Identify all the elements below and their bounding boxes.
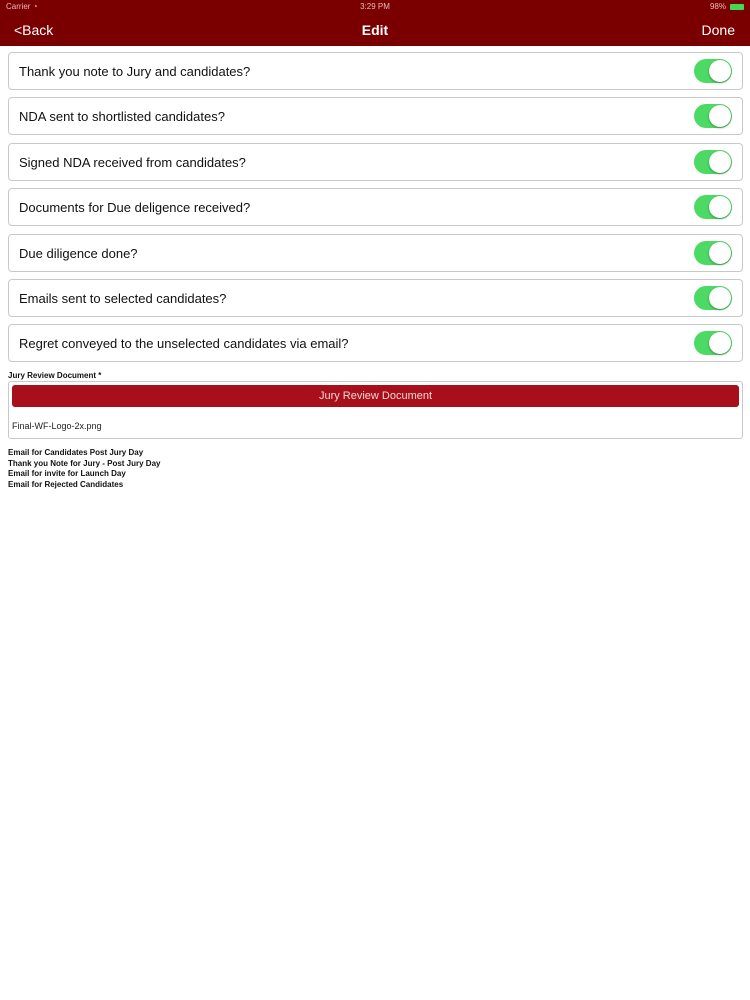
email-link-launch-invite[interactable]: Email for invite for Launch Day xyxy=(8,469,126,478)
checklist-row-due-diligence-done xyxy=(8,234,743,272)
checklist-row-thank-you-note xyxy=(8,52,743,90)
email-links-list xyxy=(8,448,160,490)
navigation-bar xyxy=(0,0,750,46)
email-link-thank-you-jury[interactable]: Thank you Note for Jury - Post Jury Day xyxy=(8,458,161,468)
toggle-knob xyxy=(709,60,731,82)
checklist-row-regret-conveyed xyxy=(8,324,743,362)
attached-file-name[interactable]: Final-WF-Logo-2x.png xyxy=(12,421,102,431)
checklist-label: Due diligence done? xyxy=(19,246,138,261)
toggle-knob xyxy=(709,151,731,173)
nda-sent-toggle[interactable] xyxy=(694,104,732,128)
toggle-knob xyxy=(709,196,731,218)
due-diligence-docs-toggle[interactable] xyxy=(694,195,732,219)
checklist-label: Signed NDA received from candidates? xyxy=(19,155,246,170)
checklist-row-signed-nda xyxy=(8,143,743,181)
emails-sent-toggle[interactable] xyxy=(694,286,732,310)
carrier-text: Carrier xyxy=(6,2,31,11)
email-link-candidates-post-jury[interactable]: Email for Candidates Post Jury Day xyxy=(8,448,144,457)
checklist-label: NDA sent to shortlisted candidates? xyxy=(19,109,225,124)
wifi-icon: ◔ xyxy=(32,2,38,11)
status-bar xyxy=(0,0,750,13)
status-time: 3:29 PM xyxy=(360,2,390,11)
checklist-label: Emails sent to selected candidates? xyxy=(19,291,227,306)
toggle-knob xyxy=(709,287,731,309)
back-button[interactable]: <Back xyxy=(14,22,54,38)
jury-review-document-button[interactable]: Jury Review Document xyxy=(12,385,739,407)
signed-nda-toggle[interactable] xyxy=(694,150,732,174)
checklist-label: Thank you note to Jury and candidates? xyxy=(19,64,251,79)
due-diligence-done-toggle[interactable] xyxy=(694,241,732,265)
regret-conveyed-toggle[interactable] xyxy=(694,331,732,355)
checklist-row-due-diligence-docs xyxy=(8,188,743,226)
done-button[interactable]: Done xyxy=(701,22,735,38)
page-title: Edit xyxy=(361,22,389,38)
checklist-row-nda-sent xyxy=(8,97,743,135)
jury-review-section-label: Jury Review Document * xyxy=(8,371,102,380)
thank-you-note-toggle[interactable] xyxy=(694,59,732,83)
toggle-knob xyxy=(709,332,731,354)
checklist-row-emails-sent xyxy=(8,279,743,317)
checklist-label: Documents for Due deligence received? xyxy=(19,200,251,215)
toggle-knob xyxy=(709,242,731,264)
checklist-label: Regret conveyed to the unselected candidates via email? xyxy=(19,336,349,351)
jury-review-document-box xyxy=(8,381,743,439)
email-link-rejected-candidates[interactable]: Email for Rejected Candidates xyxy=(8,479,124,489)
battery-percentage: 98% xyxy=(709,2,726,11)
battery-icon xyxy=(730,4,744,10)
toggle-knob xyxy=(709,105,731,127)
